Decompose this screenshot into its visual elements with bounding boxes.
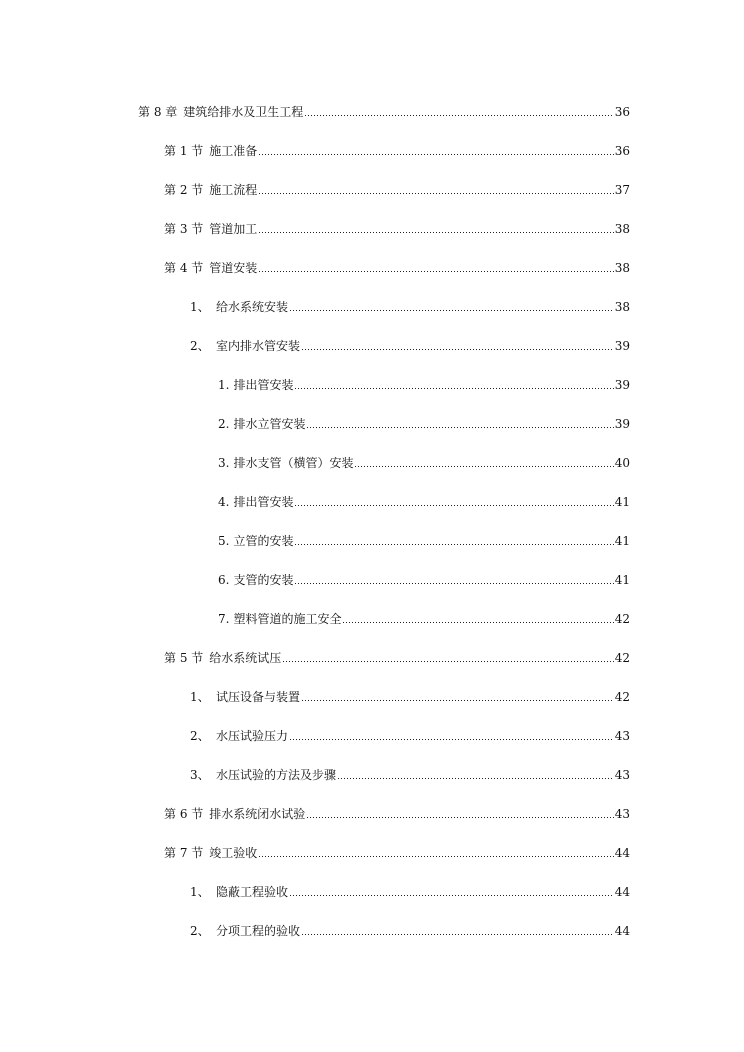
dot-leader [304, 113, 613, 117]
toc-entry-page: 43 [614, 768, 630, 782]
toc-entry-page: 37 [614, 183, 630, 197]
toc-entry-number: 1、 [190, 300, 210, 314]
toc-entry-4-2-5[interactable] [218, 529, 630, 549]
toc-entry-page: 44 [614, 846, 630, 860]
toc-entry-number: 第 5 节 [164, 651, 204, 665]
toc-entry-7-1[interactable] [190, 880, 630, 900]
toc-entry-number: 第 4 节 [164, 261, 204, 275]
toc-entry-page: 36 [614, 105, 630, 119]
toc-entry-title: 管道安装 [209, 261, 258, 275]
dot-leader [258, 269, 613, 273]
toc-entry-page: 39 [614, 417, 630, 431]
toc-entry-number: 2、 [190, 729, 210, 743]
dot-leader [258, 230, 613, 234]
toc-entry-4-2-3[interactable] [218, 451, 630, 471]
toc-entry-4-2-6[interactable] [218, 568, 630, 588]
toc-entry-page: 44 [614, 885, 630, 899]
dot-leader [294, 581, 613, 585]
toc-entry-page: 42 [614, 651, 630, 665]
dot-leader [289, 308, 614, 312]
toc-entry-page: 43 [614, 807, 630, 821]
dot-leader [294, 503, 613, 507]
toc-entry-5-2[interactable] [190, 724, 630, 744]
toc-entry-page: 41 [614, 495, 630, 509]
toc-entry-number: 第 1 节 [164, 144, 204, 158]
toc-entry-number: 3、 [190, 768, 210, 782]
dot-leader [258, 191, 613, 195]
toc-entry-number: 4. [218, 495, 230, 509]
dot-leader [258, 854, 613, 858]
toc-entry-page: 39 [614, 339, 630, 353]
toc-entry-title: 水压试验的方法及步骤 [216, 768, 337, 782]
toc-entry-title: 管道加工 [209, 222, 258, 236]
toc-entry-title: 排水系统闭水试验 [209, 807, 306, 821]
dot-leader [294, 542, 613, 546]
toc-entry-section-4[interactable] [164, 256, 630, 276]
dot-leader [294, 386, 613, 390]
toc-entry-page: 41 [614, 534, 630, 548]
toc-entry-number: 6. [218, 573, 230, 587]
toc-entry-title: 试压设备与装置 [216, 690, 301, 704]
toc-entry-number: 1、 [190, 690, 210, 704]
toc-entry-title: 隐蔽工程验收 [216, 885, 289, 899]
toc-entry-title: 排水立管安装 [233, 417, 306, 431]
toc-entry-title: 室内排水管安装 [216, 339, 301, 353]
toc-entry-4-2-7[interactable] [218, 607, 630, 627]
toc-entry-number: 第 6 节 [164, 807, 204, 821]
toc-entry-chapter-8[interactable] [138, 100, 630, 120]
dot-leader [289, 893, 614, 897]
toc-entry-number: 第 8 章 [138, 105, 178, 119]
toc-entry-number: 第 3 节 [164, 222, 204, 236]
toc-entry-section-6[interactable] [164, 802, 630, 822]
toc-entry-section-5[interactable] [164, 646, 630, 666]
toc-entry-number: 7. [218, 612, 230, 626]
toc-entry-page: 38 [614, 300, 630, 314]
toc-entry-page: 42 [614, 690, 630, 704]
toc-entry-page: 44 [614, 924, 630, 938]
toc-entry-page: 39 [614, 378, 630, 392]
toc-entry-title: 施工流程 [209, 183, 258, 197]
toc-entry-number: 2. [218, 417, 230, 431]
toc-entry-section-2[interactable] [164, 178, 630, 198]
toc-entry-section-7[interactable] [164, 841, 630, 861]
dot-leader [354, 464, 613, 468]
toc-entry-title: 立管的安装 [233, 534, 294, 548]
dot-leader [301, 347, 614, 351]
dot-leader [342, 620, 613, 624]
dot-leader [289, 737, 614, 741]
dot-leader [258, 152, 613, 156]
toc-entry-title: 分项工程的验收 [216, 924, 301, 938]
dot-leader [301, 698, 614, 702]
toc-entry-title: 给水系统安装 [216, 300, 289, 314]
toc-entry-title: 水压试验压力 [216, 729, 289, 743]
toc-entry-4-2-2[interactable] [218, 412, 630, 432]
toc-entry-section-3[interactable] [164, 217, 630, 237]
toc-entry-title: 给水系统试压 [209, 651, 282, 665]
toc-entry-title: 排出管安装 [233, 378, 294, 392]
toc-entry-number: 2、 [190, 924, 210, 938]
toc-entry-title: 支管的安装 [233, 573, 294, 587]
toc-entry-number: 3. [218, 456, 230, 470]
toc-entry-5-1[interactable] [190, 685, 630, 705]
toc-entry-4-2-1[interactable] [218, 373, 630, 393]
toc-entry-section-1[interactable] [164, 139, 630, 159]
toc-entry-5-3[interactable] [190, 763, 630, 783]
toc-entry-number: 1. [218, 378, 230, 392]
toc-entry-title: 排出管安装 [233, 495, 294, 509]
toc-entry-number: 2、 [190, 339, 210, 353]
dot-leader [282, 659, 613, 663]
toc-entry-page: 36 [614, 144, 630, 158]
toc-entry-page: 38 [614, 222, 630, 236]
toc-entry-page: 40 [614, 456, 630, 470]
toc-entry-4-2[interactable] [190, 334, 630, 354]
toc-entry-number: 1、 [190, 885, 210, 899]
dot-leader [306, 815, 613, 819]
toc-entry-page: 41 [614, 573, 630, 587]
toc-entry-title: 排水支管（横管）安装 [233, 456, 354, 470]
dot-leader [306, 425, 613, 429]
dot-leader [301, 932, 614, 936]
toc-entry-7-2[interactable] [190, 919, 630, 939]
toc-entry-number: 第 7 节 [164, 846, 204, 860]
toc-entry-title: 竣工验收 [209, 846, 258, 860]
toc-entry-page: 43 [614, 729, 630, 743]
toc-entry-number: 第 2 节 [164, 183, 204, 197]
toc-entry-title: 建筑给排水及卫生工程 [183, 105, 304, 119]
dot-leader [337, 776, 614, 780]
toc-entry-4-1[interactable] [190, 295, 630, 315]
toc-entry-title: 塑料管道的施工安全 [233, 612, 342, 626]
toc-entry-number: 5. [218, 534, 230, 548]
toc-entry-page: 42 [614, 612, 630, 626]
toc-entry-page: 38 [614, 261, 630, 275]
toc-entry-title: 施工准备 [209, 144, 258, 158]
toc-entry-4-2-4[interactable] [218, 490, 630, 510]
